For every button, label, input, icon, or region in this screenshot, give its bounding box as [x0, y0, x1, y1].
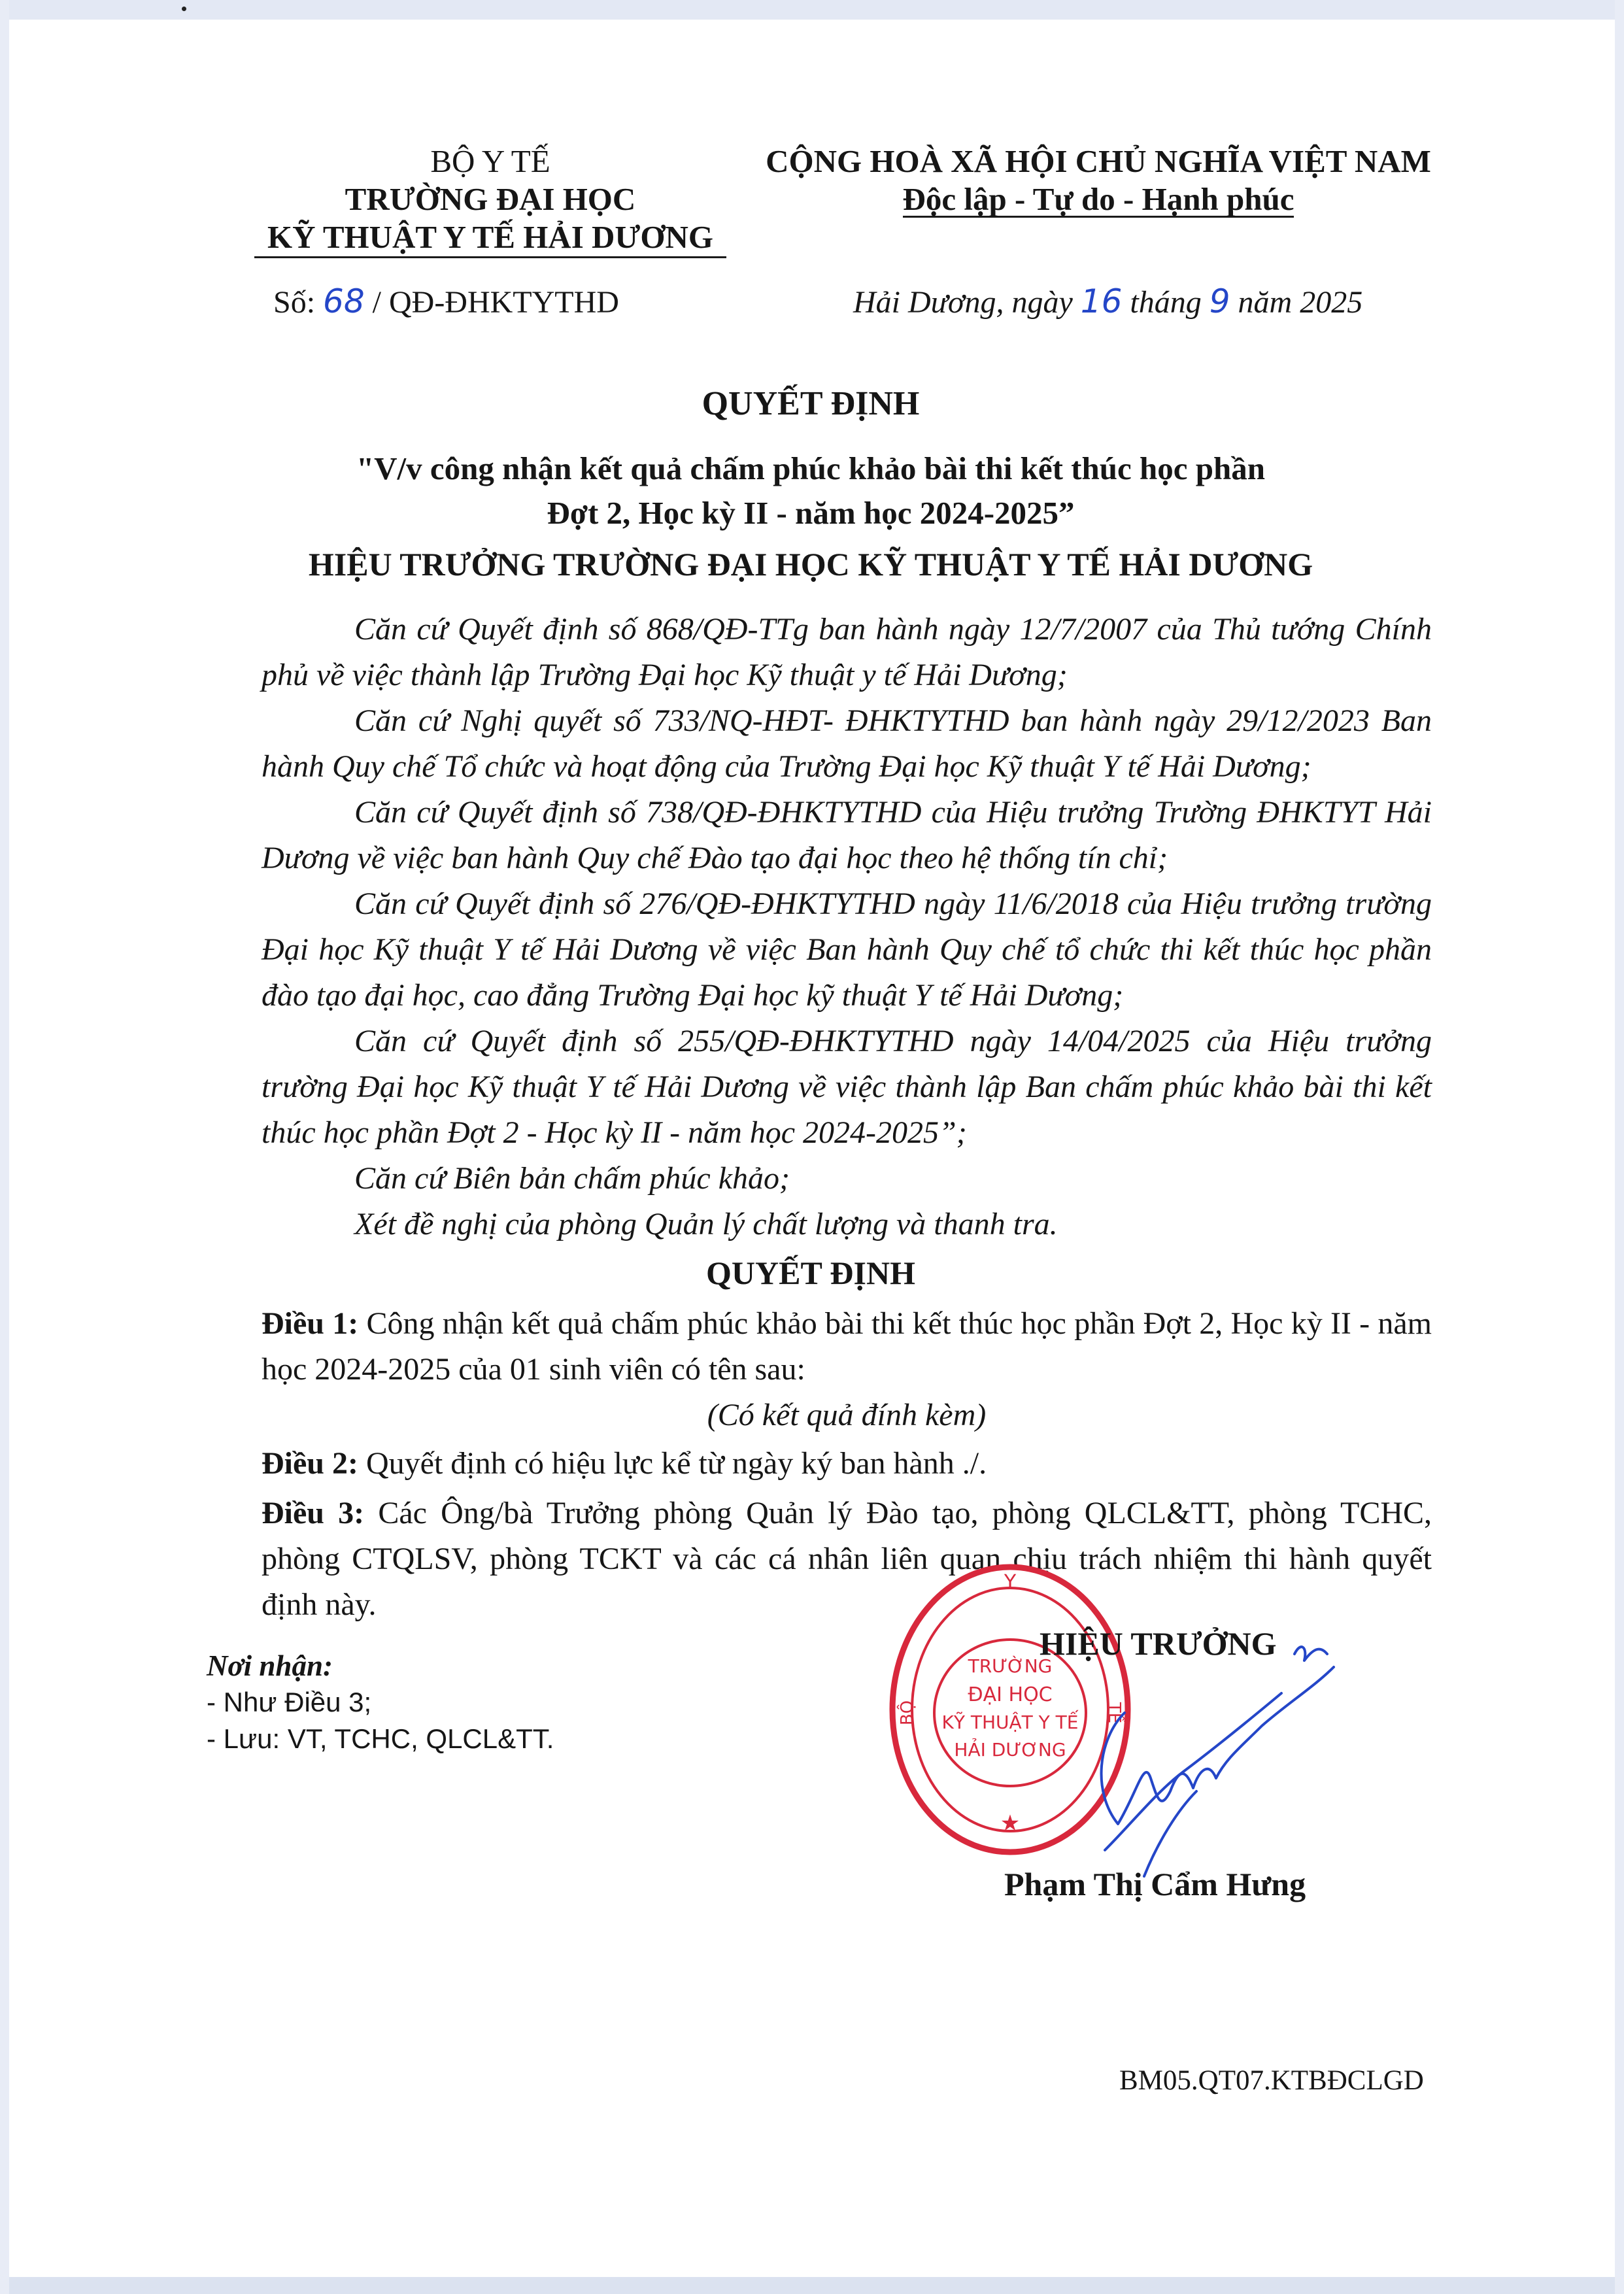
- article-3-text: Các Ông/bà Trưởng phòng Quản lý Đào tạo, phòng QLCL&TT, phòng TCHC, phòng CTQLSV, phòng TCKT và các cá nhân liên quan chịu trách nhiệm thi hành quyết định này.: [262, 1496, 1432, 1622]
- basis-minutes: Căn cứ Biên bản chấm phúc khảo;: [354, 1161, 790, 1196]
- seal-ring-text-right: TẾ: [1104, 1702, 1124, 1724]
- article-1-label: Điều 1:: [262, 1306, 359, 1341]
- seal-line-2: ĐẠI HỌC: [968, 1683, 1053, 1706]
- article-2-text: Quyết định có hiệu lực kể từ ngày ký ban hành ./.: [365, 1446, 987, 1481]
- article-1-text: Công nhận kết quả chấm phúc khảo bài thi kết thúc học phần Đợt 2, Học kỳ II - năm học 2024-2025 của 01 sinh viên có tên sau:: [262, 1306, 1432, 1387]
- year-label: năm 2025: [1238, 285, 1363, 320]
- form-code: BM05.QT07.KTBĐCLGD: [1119, 2065, 1424, 2096]
- attachment-note: (Có kết quả đính kèm): [707, 1398, 987, 1432]
- decision-heading: QUYẾT ĐỊNH: [706, 1255, 915, 1291]
- school-name-line2: KỸ THUẬT Y TẾ HẢI DƯƠNG: [254, 220, 726, 258]
- number-suffix: / QĐ-ĐHKTYTHD: [372, 285, 619, 320]
- recipients-title: Nơi nhận:: [207, 1649, 333, 1682]
- national-header: [739, 143, 1458, 218]
- issuer-header: [235, 143, 745, 258]
- country-name: CỘNG HOÀ XÃ HỘI CHỦ NGHĨA VIỆT NAM: [766, 143, 1431, 179]
- scan-border-right: [1615, 0, 1624, 2294]
- proposal-line: Xét đề nghị của phòng Quản lý chất lượng và thanh tra.: [354, 1207, 1058, 1241]
- handwritten-month: 9: [1209, 282, 1230, 320]
- article-3-label: Điều 3:: [262, 1496, 365, 1530]
- basis-5: Căn cứ Quyết định số 255/QĐ-ĐHKTYTHD ngày 14/04/2025 của Hiệu trưởng trường Đại học Kỹ thuật Y tế Hải Dương về việc thành lập Ban chấm phúc khảo bài thi kết thúc học phần Đợt 2 - Học kỳ II - năm học 2024-2025”;: [262, 1024, 1432, 1150]
- articles: [262, 1301, 1432, 1628]
- handwritten-day: 16: [1080, 282, 1123, 320]
- seal-ring-text-top: Y: [1004, 1571, 1017, 1594]
- basis-4: Căn cứ Quyết định số 276/QĐ-ĐHKTYTHD ngày 11/6/2018 của Hiệu trưởng trường Đại học Kỹ thuật Y tế Hải Dương về việc Ban hành Quy chế tổ chức thi kết thúc học phần đào tạo đại học, cao đẳng Trường Đại học kỹ thuật Y tế Hải Dương;: [262, 886, 1432, 1013]
- signatory-name: Phạm Thị Cẩm Hưng: [1004, 1866, 1306, 1902]
- article-1: [262, 1301, 1432, 1392]
- scan-border-top: [0, 0, 1624, 20]
- date-line: [853, 282, 1362, 320]
- number-prefix: Số:: [273, 285, 316, 320]
- basis-1: Căn cứ Quyết định số 868/QĐ-TTg ban hành ngày 12/7/2007 của Thủ tướng Chính phủ về việc thành lập Trường Đại học Kỹ thuật y tế Hải Dương;: [262, 612, 1432, 692]
- article-2-label: Điều 2:: [262, 1446, 358, 1481]
- seal-star-icon: ★: [1000, 1810, 1021, 1836]
- ministry-name: BỘ Y TẾ: [430, 143, 550, 179]
- article-2: [262, 1441, 1432, 1487]
- recipients-block: [207, 1647, 554, 1757]
- document-title: QUYẾT ĐỊNH: [702, 385, 920, 422]
- seal-ring-text-left: BỘ: [898, 1700, 917, 1726]
- date-prefix: Hải Dương, ngày: [853, 285, 1073, 320]
- national-motto: Độc lập - Tự do - Hạnh phúc: [902, 181, 1294, 217]
- month-label: tháng: [1130, 285, 1202, 320]
- signatory-title: HIỆU TRƯỞNG: [1040, 1625, 1277, 1662]
- seal-line-1: TRƯỜNG: [968, 1655, 1053, 1677]
- basis-2: Căn cứ Nghị quyết số 733/NQ-HĐT- ĐHKTYTHD ban hành ngày 29/12/2023 Ban hành Quy chế Tổ chức và hoạt động của Trường Đại học Kỹ thuật Y tế Hải Dương;: [262, 703, 1432, 784]
- seal-line-3: KỸ THUẬT Y TẾ: [941, 1712, 1079, 1733]
- scan-speck: [182, 7, 186, 11]
- subject-line-2: Đợt 2, Học kỳ II - năm học 2024-2025”: [547, 495, 1075, 531]
- scan-border-bottom: [0, 2277, 1624, 2294]
- school-name-line1: TRƯỜNG ĐẠI HỌC: [345, 181, 636, 217]
- document-number: [273, 282, 619, 320]
- recipient-item: - Lưu: VT, TCHC, QLCL&TT.: [207, 1723, 554, 1754]
- subject-line-1: "V/v công nhận kết quả chấm phúc khảo bài thi kết thúc học phần: [356, 450, 1266, 486]
- recipient-item: - Như Điều 3;: [207, 1687, 372, 1717]
- legal-bases: [262, 607, 1432, 1247]
- authority-line: HIỆU TRƯỞNG TRƯỜNG ĐẠI HỌC KỸ THUẬT Y TẾ HẢI DƯƠNG: [308, 546, 1313, 582]
- scan-border-left: [0, 0, 9, 2294]
- handwritten-number: 68: [323, 282, 365, 320]
- seal-line-4: HẢI DƯƠNG: [954, 1739, 1066, 1761]
- article-3: [262, 1491, 1432, 1628]
- basis-3: Căn cứ Quyết định số 738/QĐ-ĐHKTYTHD của Hiệu trưởng Trường ĐHKTYT Hải Dương về việc ban hành Quy chế Đào tạo đại học theo hệ thống tín chỉ;: [262, 795, 1432, 875]
